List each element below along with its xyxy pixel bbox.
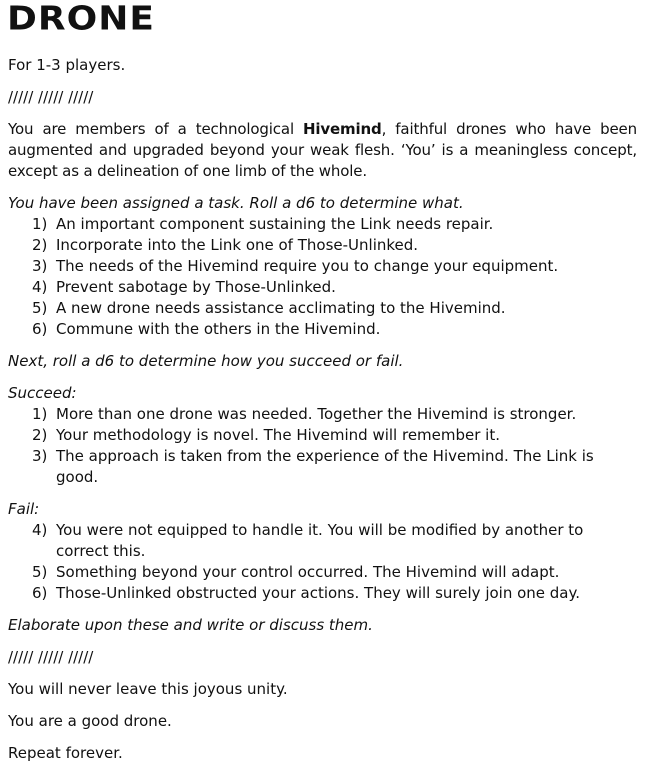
list-item [8, 583, 637, 604]
list-text: Those-Unlinked obstructed your actions. They will surely join one day. [56, 584, 581, 602]
intro-paragraph [8, 119, 637, 182]
elaborate-instruction: Elaborate upon these and write or discuss them. [8, 616, 373, 634]
separator-2: ///// ///// ///// [8, 648, 94, 666]
list-item [8, 214, 637, 235]
succeed-list [8, 404, 637, 488]
list-number: 5) [32, 563, 48, 581]
player-count: For 1-3 players. [8, 56, 126, 74]
page-title: DRONE [7, 0, 155, 38]
list-item [8, 277, 637, 298]
list-text: The needs of the Hivemind require you to change your equipment. [56, 257, 559, 275]
list-number: 1) [32, 215, 48, 233]
list-text: The approach is taken from the experience of the Hivemind. The Link is good. [56, 447, 594, 486]
list-item [8, 520, 637, 562]
list-item [8, 319, 637, 340]
list-number: 5) [32, 299, 48, 317]
task-heading: You have been assigned a task. Roll a d6 to determine what. [8, 194, 464, 212]
list-number: 2) [32, 236, 48, 254]
separator: ///// ///// ///// [8, 88, 94, 106]
fail-heading: Fail: [8, 500, 40, 518]
list-text: Your methodology is novel. The Hivemind will remember it. [56, 426, 501, 444]
list-item [8, 298, 637, 319]
list-number: 3) [32, 257, 48, 275]
list-text: A new drone needs assistance acclimating to the Hivemind. [56, 299, 506, 317]
list-item [8, 256, 637, 277]
list-number: 3) [32, 447, 48, 465]
list-text: More than one drone was needed. Together the Hivemind is stronger. [56, 405, 577, 423]
list-item [8, 562, 637, 583]
list-number: 4) [32, 521, 48, 539]
task-list [8, 214, 637, 340]
list-number: 2) [32, 426, 48, 444]
list-item [8, 235, 637, 256]
list-text: Something beyond your control occurred. The Hivemind will adapt. [56, 563, 560, 581]
intro-bold-term: Hivemind [303, 120, 382, 138]
closing-line: You are a good drone. [8, 712, 172, 730]
list-item [8, 446, 637, 488]
list-text: You were not equipped to handle it. You will be modified by another to correct this. [56, 521, 584, 560]
list-number: 6) [32, 584, 48, 602]
closing-line: You will never leave this joyous unity. [8, 680, 288, 698]
list-number: 4) [32, 278, 48, 296]
outcome-instruction: Next, roll a d6 to determine how you succeed or fail. [8, 352, 404, 370]
list-text: Incorporate into the Link one of Those-Unlinked. [56, 236, 419, 254]
closing-line: Repeat forever. [8, 744, 123, 762]
succeed-heading: Succeed: [8, 384, 77, 402]
list-text: An important component sustaining the Link needs repair. [56, 215, 494, 233]
list-item [8, 404, 637, 425]
fail-list [8, 520, 637, 604]
list-item [8, 425, 637, 446]
list-text: Prevent sabotage by Those-Unlinked. [56, 278, 336, 296]
intro-text-before: You are members of a technological [8, 120, 303, 138]
list-text: Commune with the others in the Hivemind. [56, 320, 381, 338]
intro-text-after: , faithful drones who have been augmented and upgraded beyond your weak flesh. ‘You’ is a meaningless concept, except as a delineation of one limb of the whole. [8, 120, 637, 180]
list-number: 6) [32, 320, 48, 338]
list-number: 1) [32, 405, 48, 423]
